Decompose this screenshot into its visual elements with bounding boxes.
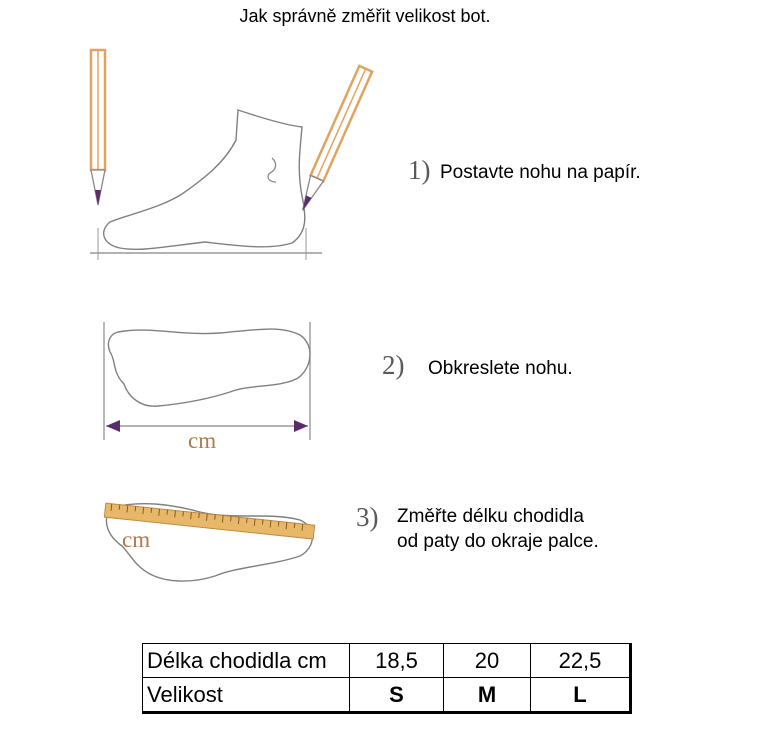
step-2-text: Obkreslete nohu. bbox=[428, 358, 573, 379]
table-cell: L bbox=[531, 678, 631, 713]
size-table bbox=[142, 643, 632, 714]
table-row bbox=[143, 644, 631, 678]
row-label-foot-length: Délka chodidla cm bbox=[143, 644, 350, 678]
table-row bbox=[143, 678, 631, 713]
step-3-number: 3) bbox=[356, 502, 379, 532]
page-title: Jak správně změřit velikost bot. bbox=[239, 6, 491, 26]
foot-outline-traced bbox=[104, 322, 310, 440]
cm-label-ruler: cm bbox=[122, 527, 151, 552]
pencil-right-icon bbox=[296, 66, 372, 213]
step-3-text-line1: Změřte délku chodidla bbox=[397, 506, 584, 527]
pencil-left-icon bbox=[91, 50, 105, 205]
step-3-text-line2: od paty do okraje palce. bbox=[397, 531, 599, 552]
table-cell: 18,5 bbox=[350, 644, 444, 678]
cm-label-outline: cm bbox=[188, 428, 217, 453]
table-cell: S bbox=[350, 678, 444, 713]
step-1-text: Postavte nohu na papír. bbox=[440, 162, 641, 183]
foot-side-view bbox=[90, 110, 322, 260]
row-label-size: Velikost bbox=[143, 678, 350, 713]
table-cell: M bbox=[444, 678, 531, 713]
table-cell: 20 bbox=[444, 644, 531, 678]
step-2-number: 2) bbox=[382, 350, 405, 380]
table-cell: 22,5 bbox=[531, 644, 631, 678]
step-1-number: 1) bbox=[408, 155, 431, 185]
